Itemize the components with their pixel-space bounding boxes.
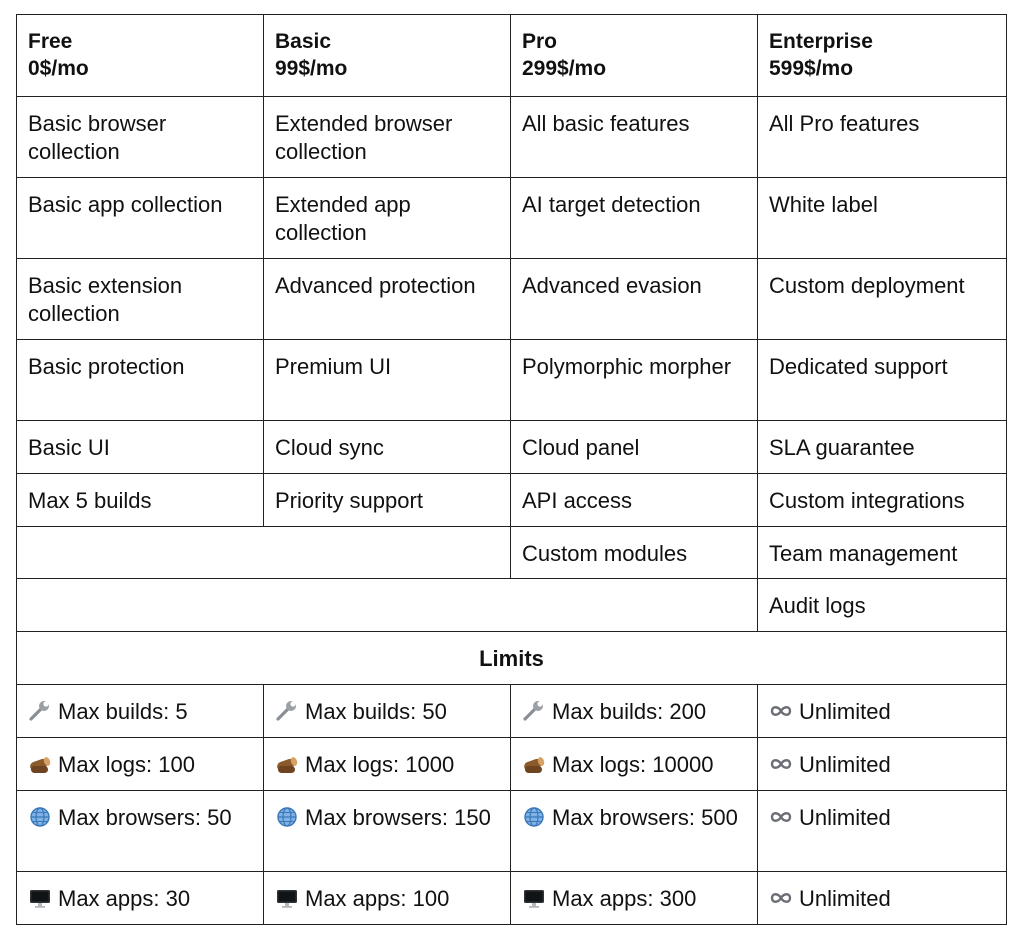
feature-cell: API access <box>511 474 758 527</box>
pricing-table <box>16 14 1007 925</box>
plan-price: 99$/mo <box>275 57 348 80</box>
limit-cell <box>511 872 758 925</box>
feature-cell: Basic app collection <box>17 178 264 259</box>
feature-row <box>17 527 1007 579</box>
feature-cell: Advanced protection <box>264 259 511 340</box>
wrench-icon <box>522 700 546 722</box>
infinity-icon <box>769 753 793 775</box>
limit-value: Max builds: 50 <box>305 699 447 724</box>
plan-header-row <box>17 15 1007 97</box>
plan-name: Enterprise <box>769 30 873 53</box>
log-icon <box>28 753 52 775</box>
limit-cell <box>758 685 1007 738</box>
limits-title: Limits <box>17 632 1007 685</box>
feature-cell: Custom integrations <box>758 474 1007 527</box>
feature-cell: Basic UI <box>17 421 264 474</box>
limit-cell <box>511 685 758 738</box>
plan-header-basic <box>264 15 511 97</box>
limit-cell <box>264 872 511 925</box>
limit-value: Max builds: 200 <box>552 699 707 724</box>
limit-cell <box>264 791 511 872</box>
limit-cell <box>758 872 1007 925</box>
limit-cell <box>17 738 264 791</box>
feature-cell: Extended app collection <box>264 178 511 259</box>
monitor-icon <box>275 887 299 909</box>
empty-cell <box>17 579 758 632</box>
plan-header-free <box>17 15 264 97</box>
globe-icon <box>275 806 299 828</box>
feature-cell: Audit logs <box>758 579 1007 632</box>
limit-value: Unlimited <box>799 886 891 911</box>
feature-row <box>17 579 1007 632</box>
feature-cell: Basic browser collection <box>17 97 264 178</box>
feature-cell: Extended browser collection <box>264 97 511 178</box>
feature-cell: Premium UI <box>264 340 511 421</box>
infinity-icon <box>769 806 793 828</box>
limits-row <box>17 791 1007 872</box>
limit-cell <box>758 791 1007 872</box>
feature-row <box>17 421 1007 474</box>
limit-value: Max logs: 1000 <box>305 752 455 777</box>
wrench-icon <box>275 700 299 722</box>
plan-price: 599$/mo <box>769 57 854 80</box>
feature-cell: Max 5 builds <box>17 474 264 527</box>
limit-value: Max apps: 100 <box>305 886 450 911</box>
limit-value: Unlimited <box>799 805 891 830</box>
limit-value: Unlimited <box>799 699 891 724</box>
monitor-icon <box>28 887 52 909</box>
limit-cell <box>264 738 511 791</box>
feature-cell: All basic features <box>511 97 758 178</box>
limits-row <box>17 872 1007 925</box>
feature-cell: White label <box>758 178 1007 259</box>
limit-value: Max browsers: 500 <box>552 805 738 830</box>
limit-value: Unlimited <box>799 752 891 777</box>
infinity-icon <box>769 887 793 909</box>
feature-cell: Dedicated support <box>758 340 1007 421</box>
feature-cell: SLA guarantee <box>758 421 1007 474</box>
limit-value: Max browsers: 150 <box>305 805 491 830</box>
limit-cell <box>511 791 758 872</box>
plan-name: Pro <box>522 30 558 53</box>
limit-value: Max logs: 100 <box>58 752 195 777</box>
limit-value: Max logs: 10000 <box>552 752 714 777</box>
infinity-icon <box>769 700 793 722</box>
limit-value: Max browsers: 50 <box>58 805 232 830</box>
log-icon <box>522 753 546 775</box>
feature-cell: Polymorphic morpher <box>511 340 758 421</box>
feature-row <box>17 178 1007 259</box>
limit-cell <box>17 872 264 925</box>
feature-cell: All Pro features <box>758 97 1007 178</box>
feature-cell: Advanced evasion <box>511 259 758 340</box>
feature-cell: Custom modules <box>511 527 758 579</box>
plan-price: 0$/mo <box>28 57 89 80</box>
limit-value: Max builds: 5 <box>58 699 188 724</box>
feature-cell: AI target detection <box>511 178 758 259</box>
plan-name: Basic <box>275 30 332 53</box>
limit-cell <box>17 791 264 872</box>
feature-row <box>17 474 1007 527</box>
feature-cell: Priority support <box>264 474 511 527</box>
empty-cell <box>17 527 511 579</box>
feature-cell: Cloud sync <box>264 421 511 474</box>
plan-header-enterprise <box>758 15 1007 97</box>
globe-icon <box>28 806 52 828</box>
log-icon <box>275 753 299 775</box>
globe-icon <box>522 806 546 828</box>
plan-name: Free <box>28 30 73 53</box>
limit-cell <box>264 685 511 738</box>
limit-value: Max apps: 30 <box>58 886 191 911</box>
limits-header-row <box>17 632 1007 685</box>
limits-row <box>17 738 1007 791</box>
monitor-icon <box>522 887 546 909</box>
feature-row <box>17 97 1007 178</box>
limit-cell <box>17 685 264 738</box>
limit-cell <box>758 738 1007 791</box>
limits-row <box>17 685 1007 738</box>
plan-header-pro <box>511 15 758 97</box>
feature-cell: Custom deployment <box>758 259 1007 340</box>
feature-row <box>17 340 1007 421</box>
feature-cell: Team management <box>758 527 1007 579</box>
feature-cell: Basic protection <box>17 340 264 421</box>
limit-value: Max apps: 300 <box>552 886 697 911</box>
plan-price: 299$/mo <box>522 57 607 80</box>
feature-row <box>17 259 1007 340</box>
feature-cell: Cloud panel <box>511 421 758 474</box>
wrench-icon <box>28 700 52 722</box>
limit-cell <box>511 738 758 791</box>
feature-cell: Basic extension collection <box>17 259 264 340</box>
